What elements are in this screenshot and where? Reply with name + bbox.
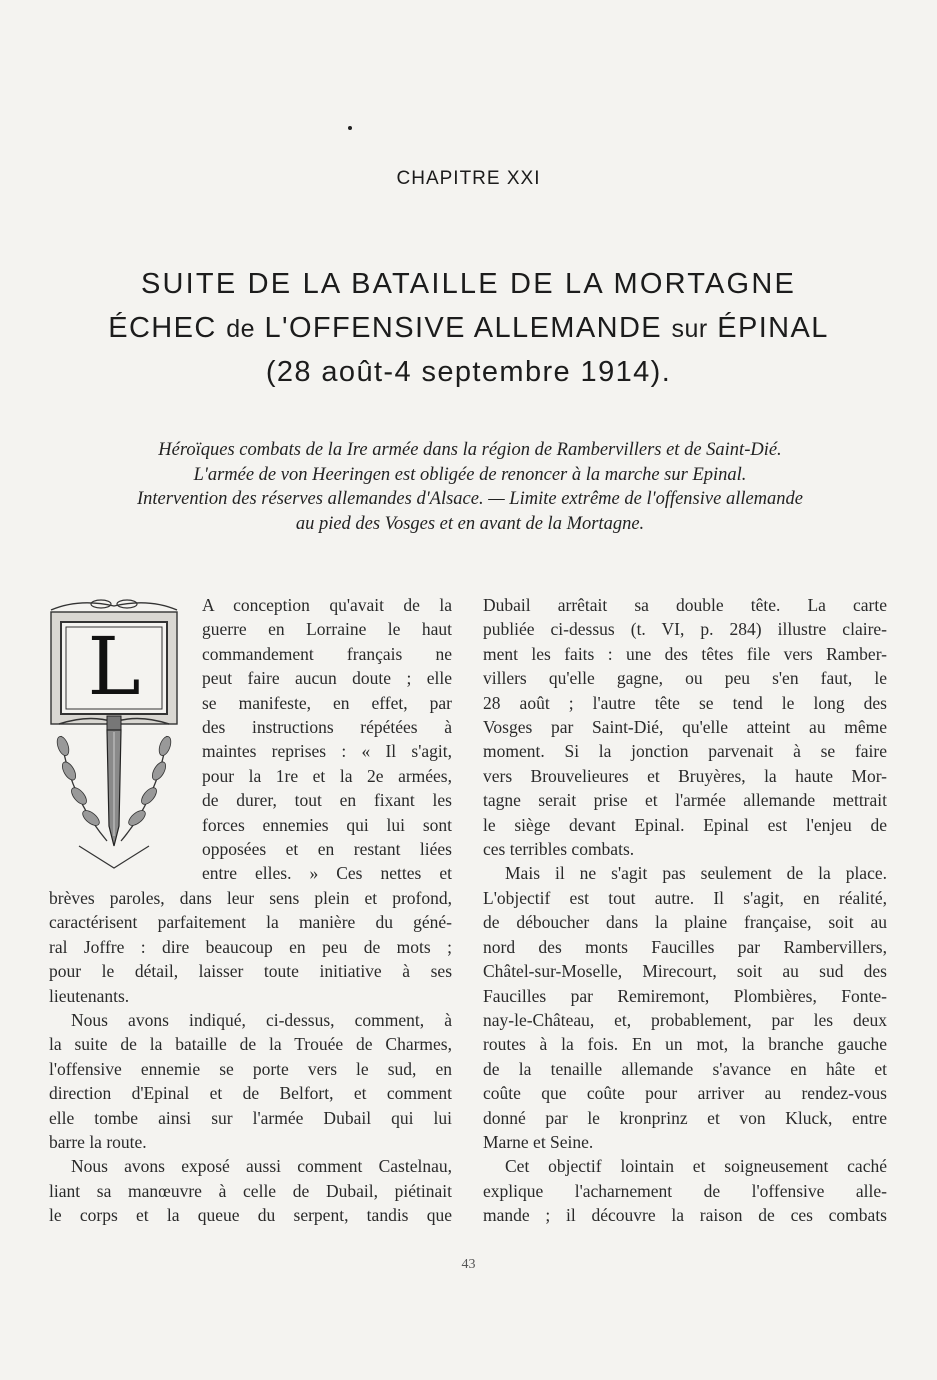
text-line: Châtel-sur-Moselle, Mirecourt, soit au sud des <box>483 961 887 982</box>
text-line: Cet objectif lointain et soigneusement caché <box>505 1156 887 1177</box>
text-line: tagne serait prise et l'armée allemande mettrait <box>483 790 887 811</box>
text-line: moment. Si la jonction parvenait à se faire <box>483 741 887 762</box>
text-line: guerre en Lorraine le haut <box>202 619 452 640</box>
dropcap-letter: L <box>87 620 141 713</box>
text-line: coûte que coûte pour arriver au rendez-vous <box>483 1083 887 1104</box>
text-line: Vosges par Saint-Dié, qu'elle atteint au même <box>483 717 887 738</box>
title-line-2-c: L'OFFENSIVE ALLEMANDE <box>264 312 663 344</box>
text-line: opposées et en restant liées <box>202 839 452 860</box>
text-line: ral Joffre : dire beaucoup en peu de mots ; <box>49 936 452 957</box>
text-line: barre la route. <box>49 1131 147 1152</box>
text-line: de déboucher dans la plaine française, soit au <box>483 912 887 933</box>
text-line: Marne et Seine. <box>483 1131 594 1152</box>
text-line: L'objectif est tout autre. Il s'agit, en réalité, <box>483 887 887 908</box>
text-line: brèves paroles, dans leur sens plein et profond, <box>49 887 452 908</box>
text-line: la suite de la bataille de la Trouée de Charmes, <box>49 1034 452 1055</box>
text-line: Dubail arrêtait sa double tête. La carte <box>483 595 887 615</box>
text-line: direction d'Epinal et de Belfort, et comment <box>49 1083 452 1104</box>
text-line: de la tenaille allemande s'avance en hâte et <box>483 1058 887 1079</box>
text-line: peut faire aucun doute ; elle <box>202 668 452 689</box>
text-line: le siège devant Epinal. Epinal est l'enjeu de <box>483 814 887 835</box>
text-line: de durer, tout en fixant les <box>202 790 452 811</box>
text-line: ment les faits : une des têtes file vers Ramber- <box>483 643 887 664</box>
page-number: 43 <box>461 1257 476 1272</box>
title-line-2-b: de <box>226 315 256 343</box>
text-line: mande ; il découvre la raison de ces combats <box>483 1205 887 1226</box>
summary-line: L'armée de von Heeringen est obligée de renoncer à la marche sur Epinal. <box>193 464 747 485</box>
right-column <box>483 593 887 1228</box>
title-line-2-d: sur <box>671 315 708 343</box>
text-line: Nous avons exposé aussi comment Castelnau, <box>71 1156 452 1177</box>
text-line: entre elles. » Ces nettes et <box>202 863 452 884</box>
text-line: forces ennemies qui lui sont <box>202 814 452 835</box>
title-line-3: (28 août-4 septembre 1914). <box>265 356 672 388</box>
text-line: Nous avons indiqué, ci-dessus, comment, à <box>71 1009 452 1030</box>
text-line: explique l'acharnement de l'offensive alle- <box>483 1180 887 1201</box>
text-line: A conception qu'avait de la <box>202 595 452 615</box>
text-line: se manifeste, en effet, par <box>202 692 452 713</box>
text-line: maintes reprises : « Il s'agit, <box>202 741 452 762</box>
text-line: caractérisent parfaitement la manière du géné- <box>49 912 452 933</box>
text-line: ces terribles combats. <box>483 839 635 860</box>
text-line: lieutenants. <box>49 985 130 1006</box>
text-line: pour la 1re et la 2e armées, <box>202 765 452 786</box>
text-line: publiée ci-dessus (t. VI, p. 284) illustre claire- <box>483 619 887 640</box>
title-line-2 <box>0 312 937 345</box>
text-line: commandement français ne <box>202 643 452 664</box>
text-line: Mais il ne s'agit pas seulement de la place. <box>505 863 887 884</box>
text-line: Faucilles par Remiremont, Plombières, Fonte- <box>483 985 887 1006</box>
text-line: le corps et la queue du serpent, tandis que <box>49 1205 452 1226</box>
text-line: liant sa manœuvre à celle de Dubail, piétinait <box>49 1180 452 1201</box>
ink-dot <box>348 126 352 130</box>
text-line: vers Brouvelieures et Bruyères, la haute Mor- <box>483 765 887 786</box>
text-line: routes à la fois. En un mot, la branche gauche <box>483 1034 887 1055</box>
text-line: elle tombe ainsi sur l'armée Dubail qui lui <box>49 1107 452 1128</box>
chapter-summary <box>60 438 880 536</box>
text-line: donné par le kronprinz et von Kluck, entre <box>483 1107 887 1128</box>
title-line-2-e: ÉPINAL <box>717 312 829 344</box>
title-line-1: SUITE DE LA BATAILLE DE LA MORTAGNE <box>140 268 797 300</box>
summary-line: Héroïques combats de la Ire armée dans la région de Rambervillers et de Saint-Dié. <box>158 440 782 460</box>
text-line: l'offensive ennemie se porte vers le sud, en <box>49 1058 452 1079</box>
chapter-heading: CHAPITRE XXI <box>396 168 541 189</box>
text-line: nay-le-Château, et, probablement, par les deux <box>483 1009 887 1030</box>
text-line: villers qu'elle gagne, ou peu s'en faut, le <box>483 668 887 689</box>
text-line: des instructions répétées à <box>202 717 452 738</box>
text-line: nord des monts Faucilles par Rambervillers, <box>483 936 887 957</box>
text-line: pour le détail, laisser toute initiative à ses <box>49 961 452 982</box>
summary-line: Intervention des réserves allemandes d'Alsace. — Limite extrême de l'offensive allemande <box>136 489 804 509</box>
left-column <box>49 593 452 1228</box>
text-line: 28 août ; l'autre tête se tend le long des <box>483 692 887 713</box>
summary-line: au pied des Vosges et en avant de la Mortagne. <box>295 513 645 534</box>
title-line-2-a: ÉCHEC <box>108 312 217 344</box>
